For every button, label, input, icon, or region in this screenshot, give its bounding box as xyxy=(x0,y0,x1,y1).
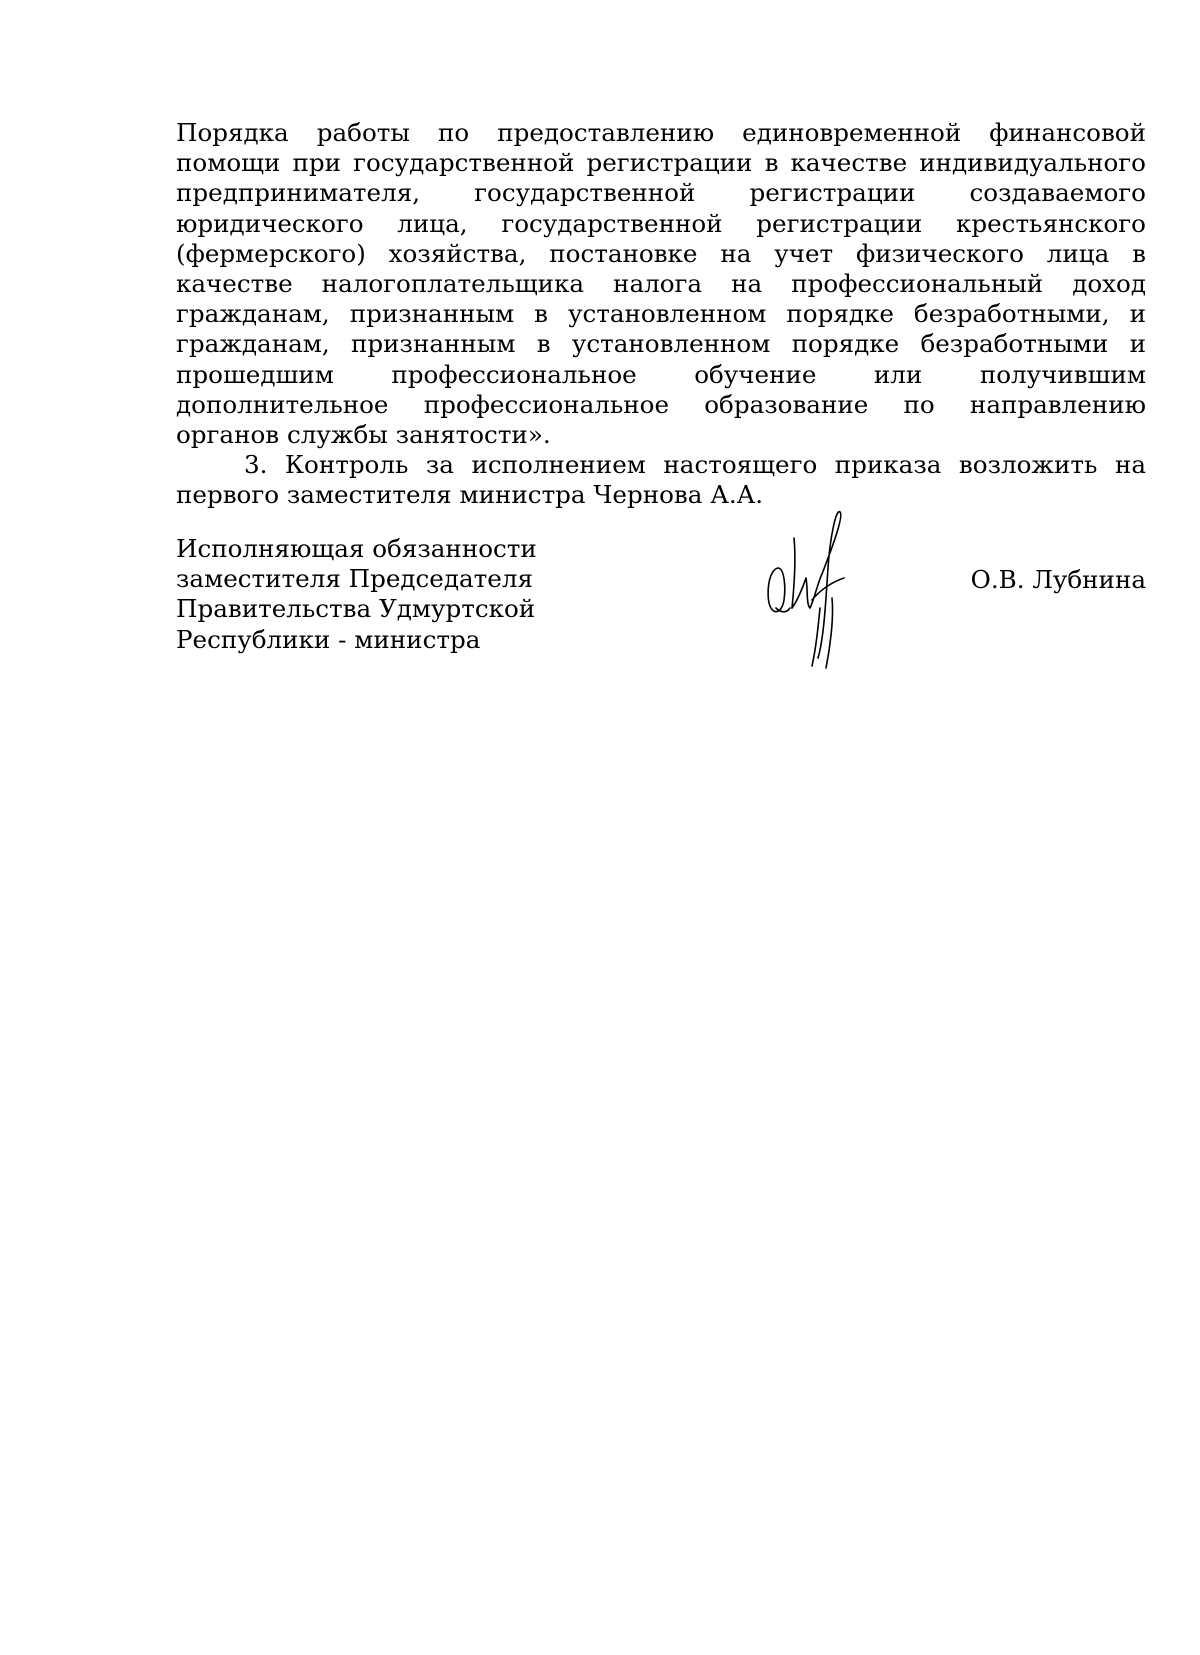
document-body xyxy=(176,118,1146,511)
signatory-title-line: заместителя Председателя xyxy=(176,564,533,594)
signatory-name: О.В. Лубнина xyxy=(970,565,1146,594)
signatory-title-line: Исполняющая обязанности xyxy=(176,534,537,563)
paragraph-control-clause: 3. Контроль за исполнением настоящего приказа возложить на первого заместителя министра Чернова А.А. xyxy=(176,450,1146,510)
signatory-title-line: Правительства Удмуртской xyxy=(176,594,536,624)
signatory-title-line: Республики - министра xyxy=(176,624,481,654)
paragraph-order-procedure: Порядка работы по предоставлению единовременной финансовой помощи при государственной регистрации в качестве индивидуального предпринимателя, государственной регистрации создаваемого юридического лица, государственной регистрации крестьянского (фермерского) хозяйства, постановке на учет физического лица в качестве налогоплательщика налога на профессиональный доход гражданам, признанным в установленном порядке безработными, и гражданам, признанным в установленном порядке безработными и прошедшим профессиональное обучение или получившим дополнительное профессиональное образование по направлению органов службы занятости». xyxy=(176,118,1146,450)
signatory-title xyxy=(176,534,536,655)
handwritten-signature xyxy=(760,508,880,678)
